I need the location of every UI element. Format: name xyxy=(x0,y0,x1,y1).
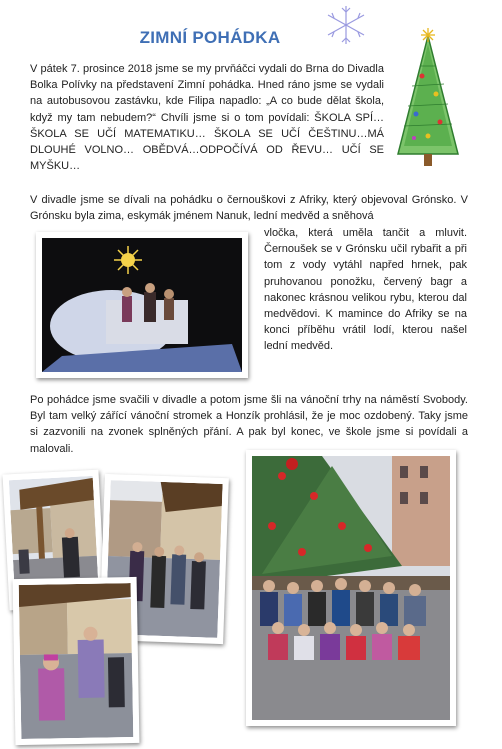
story-paragraph-rest: vločka, která uměla tančit a mluvit. Černoušek se v Grónsku učil rybařit a při tom z vody vytáhl napřed hrnek, pak pruhovanou ponožku, červený bagr a nakonec krásnou velikou rybu, kterou dal medvědovi. K mamince do Afriky se na konci příběhu vrátil lodí, kterou našel lední medvěd. xyxy=(264,227,467,353)
story-paragraph-lead: V divadle jsme se dívali na pohádku o černouškovi z Afriky, který objevoval Grónsko. V Grónsku byla zima, eskymák jménem Nanuk, lední medvěd a sněhová xyxy=(30,194,468,223)
market-photo-girl xyxy=(13,577,140,745)
christmas-tree-drawing xyxy=(392,26,464,176)
intro-paragraph: V pátek 7. prosince 2018 jsme se my prvňáčci vydali do Brna do Divadla Bolka Polívky na představení Zimní pohádka. Hned ráno jsme se vydali na autobusovou zastávku, kde Filipa napadlo: „A co bude dělat škola, když my tam nebudem?“ Chvíli jsme si o tom povídali: ŠKOLA SPÍ…ŠKOLA SE UČÍ MATEMATIKU… ŠKOLA SE UČÍ ČEŠTINU…MÁ DLOUHÉ VOLNO… OBĚDVÁ…ODPOČÍVÁ OD ŘEVU… UČÍ SE MYŠKU… xyxy=(30,63,384,173)
group-photo-christmas-tree xyxy=(246,450,456,726)
theatre-stage-photo xyxy=(36,232,248,378)
market-paragraph: Po pohádce jsme svačili v divadle a potom jsme šli na vánoční trhy na náměstí Svobody. Byl tam velký zářící vánoční stromek a Honzík prohlásil, že je moc ozdobený. Taky jsme si zazvonili na zvonek splněných přání. A pak byl konec, ve škole jsme si povídali a malovali. xyxy=(30,394,468,455)
snowflake-icon xyxy=(322,4,370,46)
page-title: ZIMNÍ POHÁDKA xyxy=(139,28,281,47)
